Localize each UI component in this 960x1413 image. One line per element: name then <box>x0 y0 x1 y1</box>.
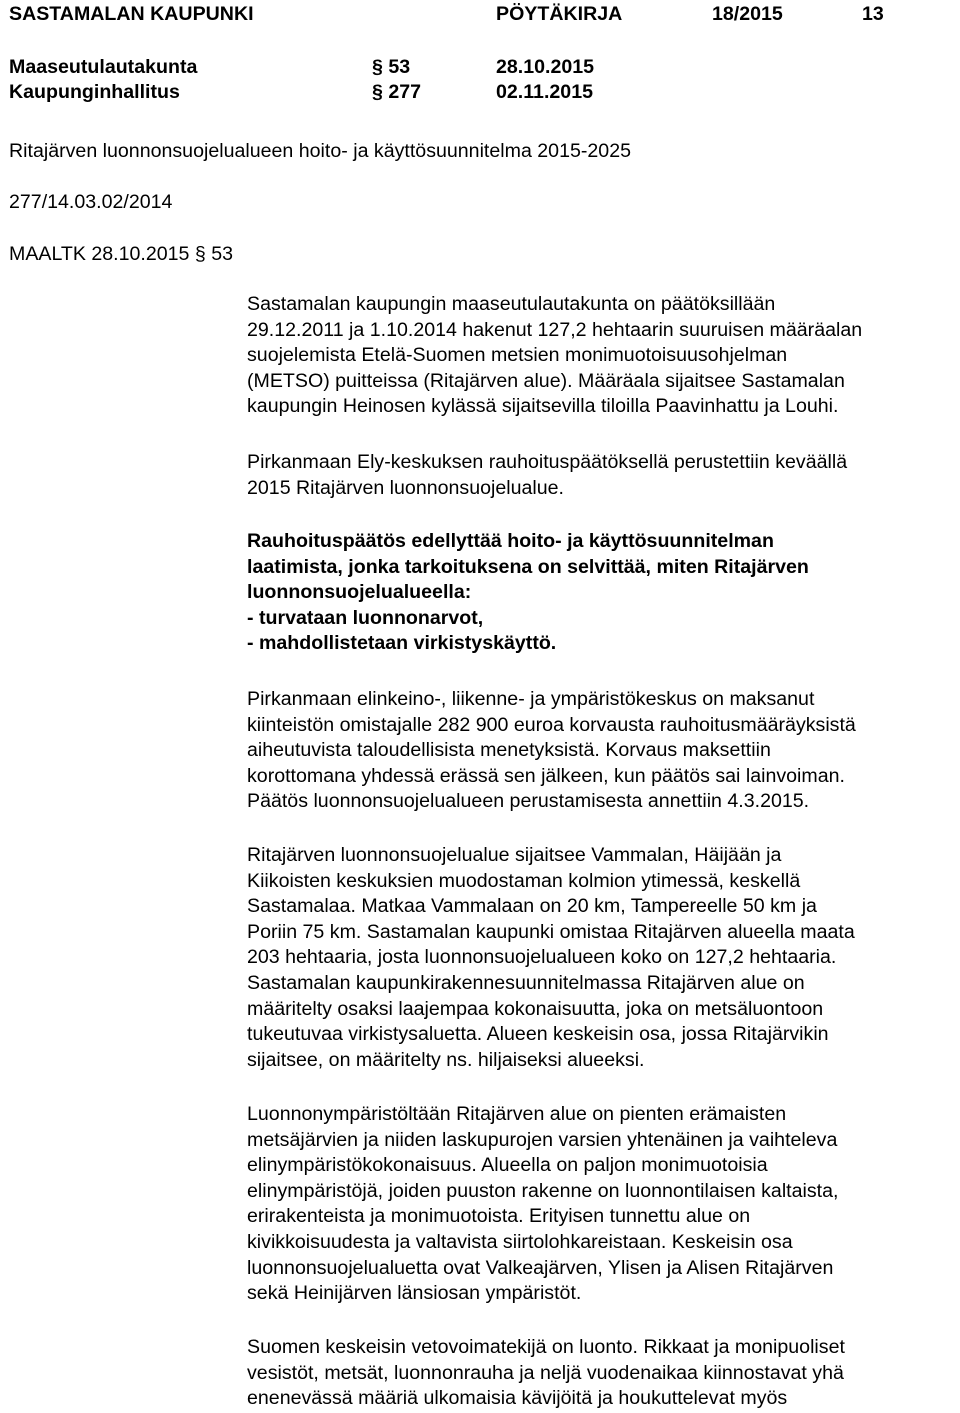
paragraph-line: 29.12.2011 ja 1.10.2014 hakenut 127,2 hehtaarin suuruisen määräalan <box>247 318 863 341</box>
meeting-section: § 277 <box>372 81 422 103</box>
paragraph-line: Ritajärven luonnonsuojelualue sijaitsee Vammalan, Häijään ja <box>247 844 782 866</box>
paragraph <box>247 1335 952 1412</box>
paragraph-line: metsäjärvien ja niiden laskupurojen varsien yhtenäinen ja vaihteleva <box>247 1128 838 1151</box>
paragraph-line: laatimista, jonka tarkoituksena on selvittää, miten Ritajärven <box>247 555 809 578</box>
paragraph-line: Sastamalan kaupungin maaseutulautakunta on päätöksillään <box>247 293 776 315</box>
meeting-body: Kaupunginhallitus <box>9 81 180 103</box>
paragraph-line: kaupungin Heinosen kylässä sijaitsevilla tiloilla Paavinhattu ja Louhi. <box>247 395 839 418</box>
paragraph-line: Kiikoisten keskuksien muodostaman kolmion ytimessä, keskellä <box>247 869 801 892</box>
header-city: SASTAMALAN KAUPUNKI <box>9 3 254 25</box>
paragraph-line: elinympäristökokonaisuus. Alueella on paljon monimuotoisia <box>247 1154 768 1177</box>
paragraph <box>247 687 952 815</box>
paragraph-line: Pirkanmaan elinkeino-, liikenne- ja ympäristökeskus on maksanut <box>247 688 815 710</box>
paragraph-line: vesistöt, metsät, luonnonrauha ja neljä vuodenaikaa kiinnostavat yhä <box>247 1361 844 1384</box>
paragraph-line: kiinteistön omistajalle 282 900 euroa korvausta rauhoitusmääräyksistä <box>247 713 856 736</box>
paragraph <box>247 450 952 501</box>
meeting-date: 02.11.2015 <box>496 81 593 103</box>
document-title: Ritajärven luonnonsuojelualueen hoito- ja käyttösuunnitelma 2015-2025 <box>9 140 631 162</box>
paragraph-line: 203 hehtaaria, josta luonnonsuojelualueen koko on 127,2 hehtaaria. <box>247 946 837 969</box>
paragraph-line: (METSO) puitteissa (Ritajärven alue). Määräala sijaitsee Sastamalan <box>247 369 845 392</box>
diary-number: 277/14.03.02/2014 <box>9 191 173 213</box>
paragraph-line: Rauhoituspäätös edellyttää hoito- ja käyttösuunnitelman <box>247 530 774 552</box>
paragraph-line: - mahdollistetaan virkistyskäyttö. <box>247 632 557 655</box>
paragraph <box>247 843 952 1073</box>
paragraph-line: aiheutuvista taloudellisista menetyksistä. Korvaus maksettiin <box>247 739 771 762</box>
paragraph-line: tukeutuvaa virkistysaluetta. Alueen keskeisin osa, jossa Ritajärvikin <box>247 1023 829 1046</box>
paragraph <box>247 1102 952 1307</box>
paragraph-line: Sastamalan kaupunkirakennesuunnitelmassa Ritajärven alue on <box>247 971 805 994</box>
paragraph-line: luonnonsuojelualuetta ovat Valkeajärven, Ylisen ja Alisen Ritajärven <box>247 1256 834 1279</box>
paragraph-bold <box>247 529 952 657</box>
paragraph-line: määritelty osaksi laajempaa kokonaisuutta, joka on metsäluontoon <box>247 997 824 1020</box>
meeting-section: § 53 <box>372 56 411 78</box>
header-doc-type: PÖYTÄKIRJA <box>496 3 623 25</box>
paragraph-line: Pirkanmaan Ely-keskuksen rauhoituspäätöksellä perustettiin keväällä <box>247 451 848 473</box>
paragraph-line: erirakenteista ja monimuotoista. Erityisen tunnettu alue on <box>247 1205 751 1228</box>
paragraph-line: Sastamalaa. Matkaa Vammalaan on 20 km, Tampereelle 50 km ja <box>247 895 817 918</box>
header-doc-number: 18/2015 <box>712 3 783 25</box>
meeting-date: 28.10.2015 <box>496 56 595 78</box>
paragraph-line: 2015 Ritajärven luonnonsuojelualue. <box>247 476 565 499</box>
paragraph-line: korottomana yhdessä erässä sen jälkeen, kun päätös sai lainvoiman. <box>247 764 845 787</box>
paragraph-line: - turvataan luonnonarvot, <box>247 606 484 629</box>
paragraph-line: enenevässä määriä ulkomaisia kävijöitä ja houkuttelevat myös <box>247 1387 788 1410</box>
paragraph-line: Suomen keskeisin vetovoimatekijä on luonto. Rikkaat ja monipuoliset <box>247 1336 845 1358</box>
paragraph-line: suojelemista Etelä-Suomen metsien monimuotoisuusohjelman <box>247 344 788 367</box>
sub-header: MAALTK 28.10.2015 § 53 <box>9 243 234 265</box>
header-page-number: 13 <box>862 3 884 25</box>
paragraph-line: Poriin 75 km. Sastamalan kaupunki omistaa Ritajärven alueella maata <box>247 920 855 943</box>
paragraph-line: luonnonsuojelualueella: <box>247 581 472 604</box>
paragraph-line: elinympäristöjä, joiden puuston rakenne on luonnontilaisen kaltaista, <box>247 1179 839 1202</box>
meeting-body: Maaseutulautakunta <box>9 56 198 78</box>
paragraph-line: sijaitsee, on määritelty ns. hiljaiseksi alueeksi. <box>247 1048 645 1071</box>
paragraph <box>247 292 952 420</box>
paragraph-line: Luonnonympäristöltään Ritajärven alue on pienten erämaisten <box>247 1103 787 1125</box>
paragraph-line: sekä Heinijärven länsiosan ympäristöt. <box>247 1282 582 1305</box>
paragraph-line: kivikkoisuudesta ja valtavista siirtolohkareistaan. Keskeisin osa <box>247 1230 793 1253</box>
paragraph-line: Päätös luonnonsuojelualueen perustamisesta annettiin 4.3.2015. <box>247 790 810 813</box>
